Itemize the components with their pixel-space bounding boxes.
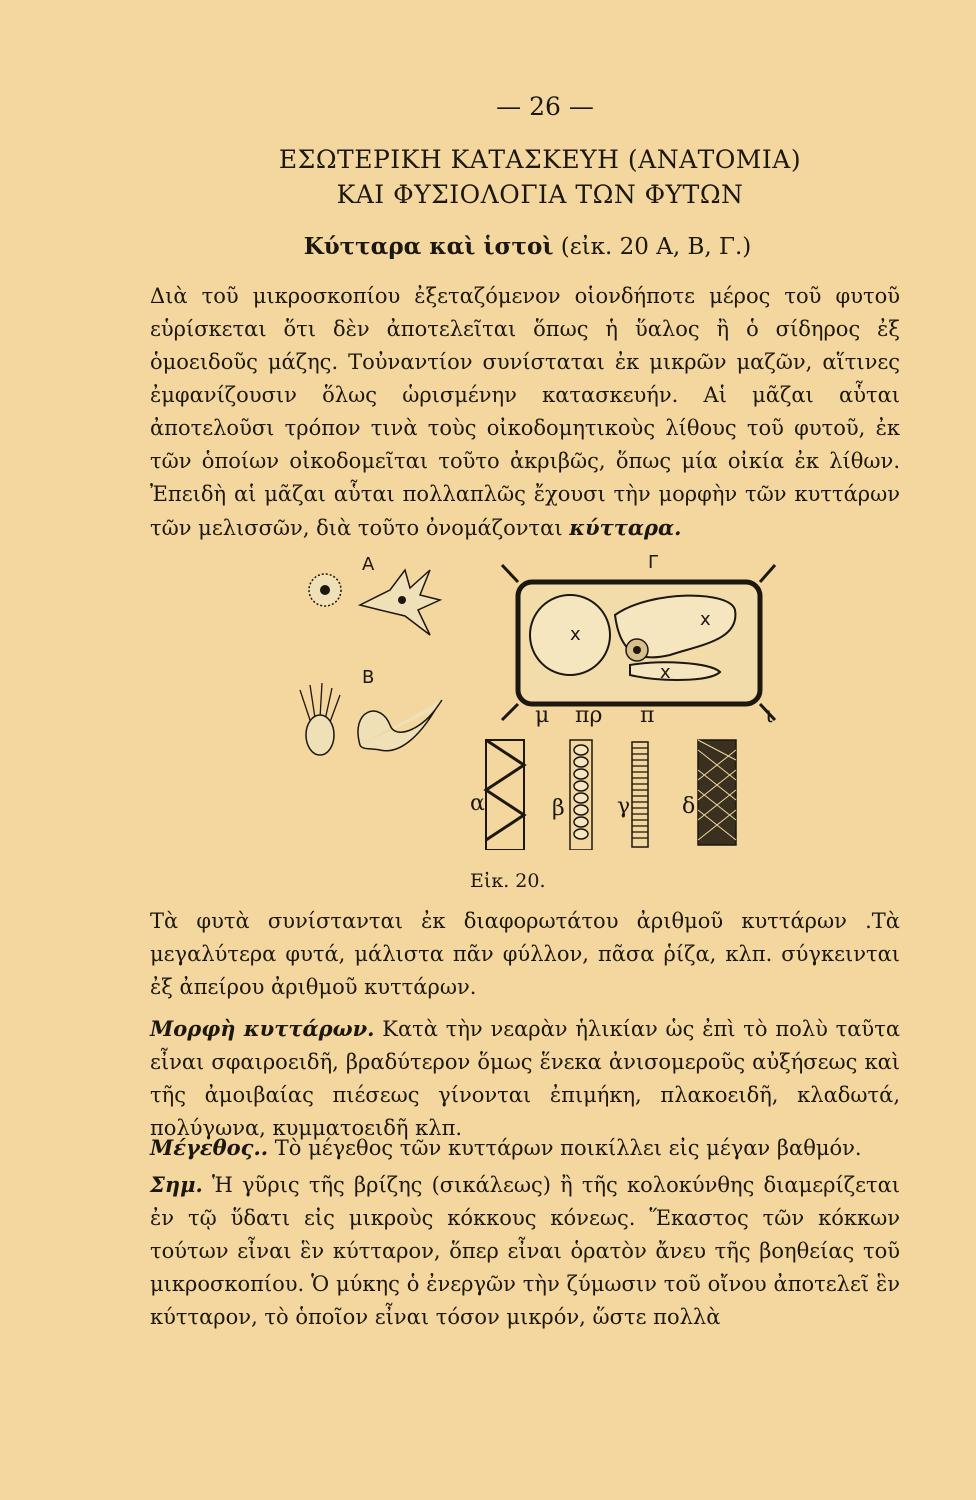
paragraph-cells-intro-text: Διὰ τοῦ μικροσκοπίου ἐξεταζόμενον οἱονδήποτε μέρος τοῦ φυτοῦ εὑρίσκεται ὅτι δὲν ἀποτελεῖται ὅπως ἡ ὕαλος ἢ ὁ σίδηρος ἐξ ὁμοειδοῦς μάζης. Τοὐναντίον συνίσταται ἐκ μικρῶν μαζῶν, αἵτινες ἐμφανίζουσιν ὅλως ὡρισμένην κατασκευήν. Αἱ μᾶζαι αὗται ἀποτελοῦσι τρόπον τινὰ τοὺς οἰκοδομητικοὺς λίθους τοῦ φυτοῦ, ἐκ τῶν ὁποίων οἰκοδομεῖται τοῦτο ἀκριβῶς, ὅπως μία οἰκία ἐκ λίθων. Ἐπειδὴ αἱ μᾶζαι αὗται πολλαπλῶς ἔχουσι τὴν μορφὴν τῶν κυττάρων τῶν μελισσῶν, διὰ τοῦτο ὀνομάζονται: [150, 284, 900, 540]
figure-label-gamma: γ: [617, 794, 631, 819]
page-number: — 26 —: [496, 92, 594, 121]
figure-label-delta: δ: [682, 794, 696, 819]
figure-label-b: Β: [362, 667, 375, 688]
vessel-reticulate-illustration: [698, 740, 736, 845]
figure-label-pr: πρ: [575, 703, 603, 728]
figure-label-a: Α: [362, 554, 375, 575]
note-text: Ἡ γῦρις τῆς βρίζης (σικάλεως) ἢ τῆς κολοκύνθης διαμερίζεται ἐν τῷ ὕδατι εἰς μικροὺς κόκκους κόνεως. Ἕκαστος τῶν κόκκων τούτων εἶναι ἓν κύτταρον, ὅπερ εἶναι ὁρατὸν ἄνευ τῆς βοηθείας τοῦ μικροσκοπίου. Ὁ μύκης ὁ ἐνεργῶν τὴν ζύμωσιν τοῦ οἴνου ἀποτελεῖ ἓν κύτταρον, τὸ ὁποῖον εἶναι τόσον μικρόν, ὥστε πολλὰ: [150, 1173, 900, 1329]
figure-20-cell-diagrams: [270, 550, 790, 850]
plant-cell-illustration: [502, 565, 775, 720]
paragraph-cell-shape: [150, 1012, 900, 1145]
cell-round-illustration: [309, 574, 341, 606]
cell-shape-text: Κατὰ τὴν νεαρὰν ἡλικίαν ὡς ἐπὶ τὸ πολὺ ταῦτα εἶναι σφαιροειδῆ, βραδύτερον ὅμως ἕνεκα ἀνισομεροῦς αὐξήσεως καὶ τῆς ἀμοιβαίας πιέσεως γίνονται ἐπιμήκη, πλακοειδῆ, κλαδωτά, πολύγωνα, κυμματοειδῆ κλπ.: [150, 1017, 900, 1140]
figure-label-iota: ι: [765, 703, 774, 728]
paragraph-note: [150, 1168, 900, 1334]
figure-caption: Εἰκ. 20.: [470, 870, 546, 892]
cell-size-heading: Μέγεθος..: [150, 1135, 269, 1160]
paragraph-cell-size: [150, 1131, 900, 1165]
figure-label-pi: π: [640, 703, 655, 728]
cell-shape-heading: Μορφὴ κυττάρων.: [150, 1016, 375, 1041]
section-heading-figure-ref: (εἰκ. 20 Α, Β, Γ.): [560, 234, 752, 260]
term-cells: κύτταρα.: [569, 515, 682, 540]
figure-label-alpha: α: [470, 791, 485, 816]
figure-label-x1: x: [570, 624, 581, 645]
figure-label-x2: x: [700, 609, 711, 630]
chapter-title-line2: ΚΑΙ ΦΥΣΙΟΛΟΓΙΑ ΤΩΝ ΦΥΤΩΝ: [336, 180, 744, 209]
vessel-spiral-illustration: [486, 740, 524, 850]
paragraph-cells-intro: [150, 280, 900, 545]
vessel-annular-illustration: [570, 740, 592, 850]
section-heading-title: Κύτταρα καὶ ἱστοὶ: [303, 233, 554, 260]
vessel-scalariform-illustration: [632, 742, 648, 847]
paragraph-plants-composed: Τὰ φυτὰ συνίστανται ἐκ διαφορωτάτου ἀριθμοῦ κυττάρων .Τὰ μεγαλύτερα φυτά, μάλιστα πᾶν φύλλον, πᾶσα ῥίζα, κλπ. σύγκεινται ἐξ ἀπείρου ἀριθμοῦ κυττάρων.: [150, 909, 900, 999]
cell-spiral-illustration: [358, 700, 442, 751]
figure-label-mu: μ: [535, 703, 550, 728]
cell-size-text: Τὸ μέγεθος τῶν κυττάρων ποικίλλει εἰς μέγαν βαθμόν.: [274, 1136, 862, 1160]
figure-label-g: Γ: [648, 552, 659, 573]
section-heading: [0, 233, 976, 260]
figure-label-x3: x: [660, 662, 671, 683]
figure-label-beta: β: [552, 796, 565, 821]
note-heading: Σημ.: [150, 1172, 203, 1197]
cell-ciliated-illustration: [300, 683, 340, 755]
chapter-title-line1: ΕΣΩΤΕΡΙΚΗ ΚΑΤΑΣΚΕΥΗ (ΑΝΑΤΟΜΙΑ): [278, 145, 802, 174]
